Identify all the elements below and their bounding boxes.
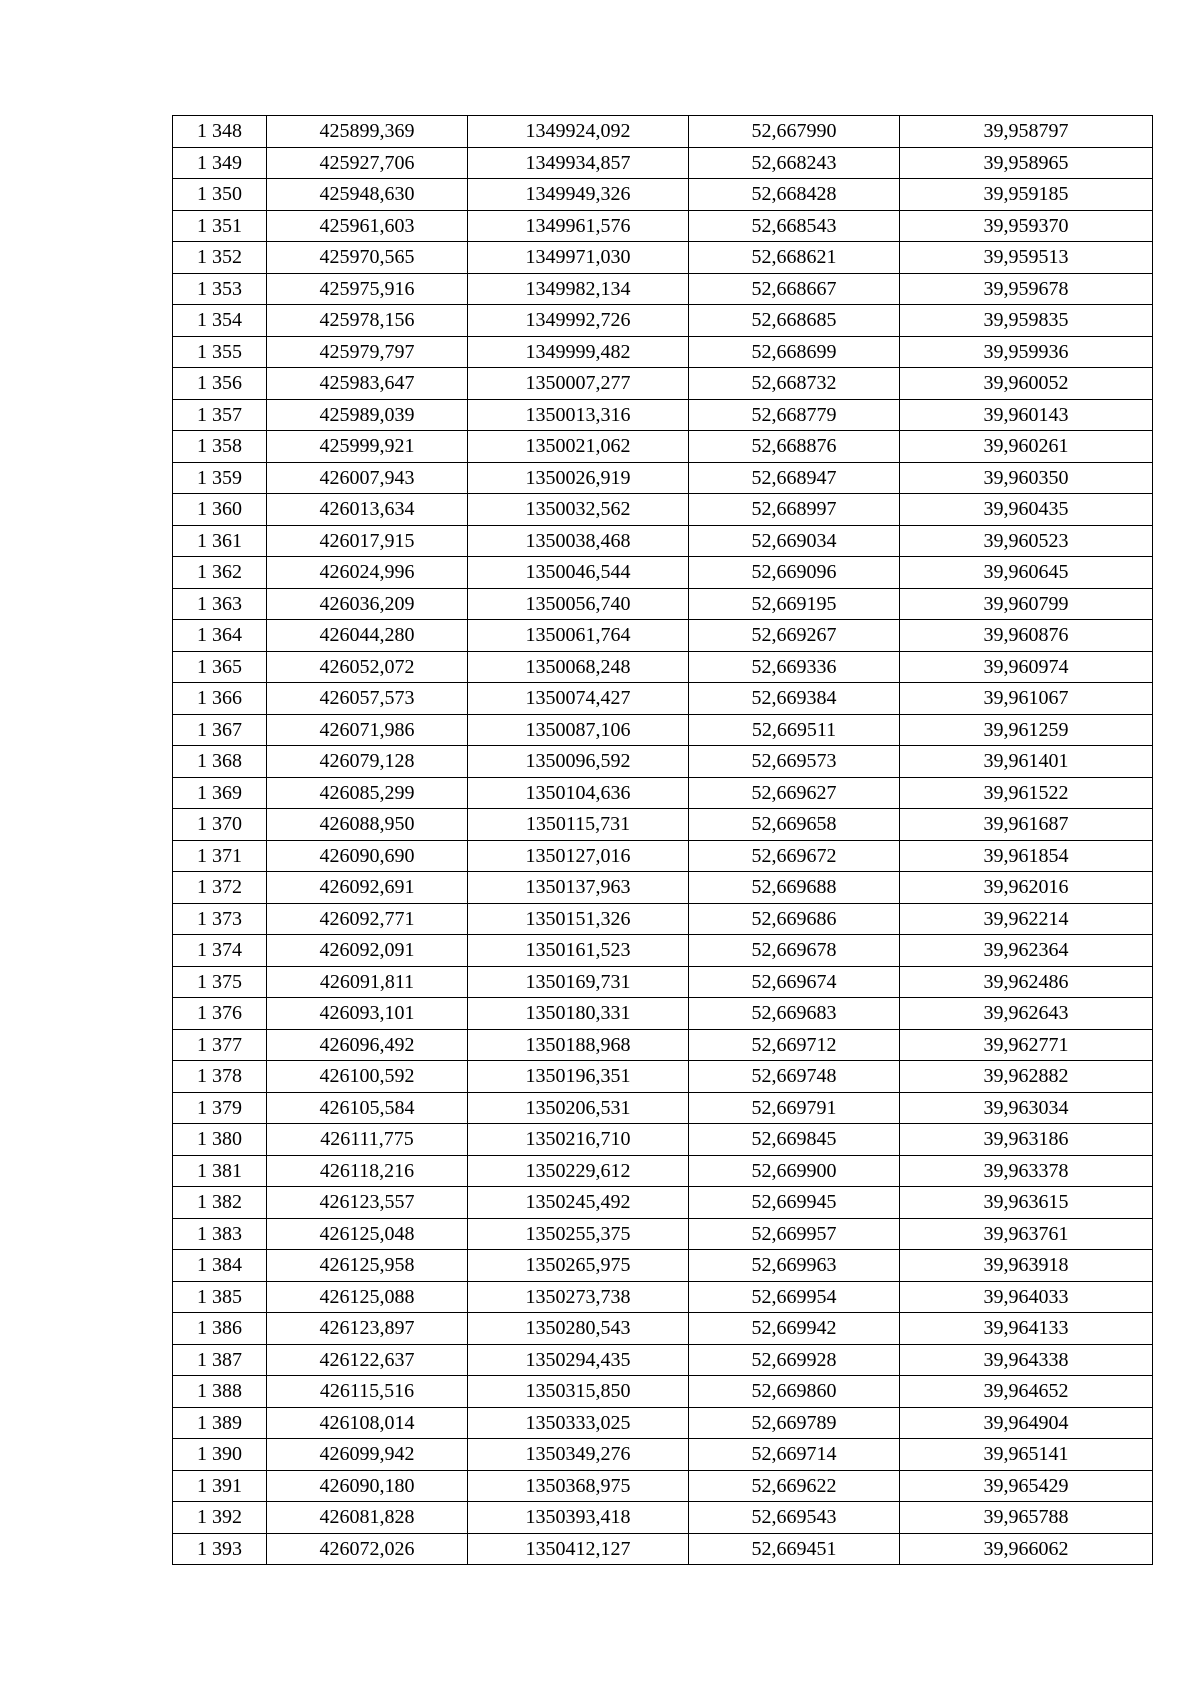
- latitude-cell: 52,669845: [689, 1124, 900, 1156]
- latitude-cell: 52,669928: [689, 1344, 900, 1376]
- table-row: [173, 525, 1153, 557]
- longitude-cell: 39,960435: [900, 494, 1153, 526]
- table-row: [173, 651, 1153, 683]
- x-coordinate-cell: 426044,280: [267, 620, 468, 652]
- point-number-cell: 1 386: [173, 1313, 267, 1345]
- point-number-cell: 1 364: [173, 620, 267, 652]
- y-coordinate-cell: 1350096,592: [468, 746, 689, 778]
- longitude-cell: 39,961522: [900, 777, 1153, 809]
- point-number-cell: 1 365: [173, 651, 267, 683]
- point-number-cell: 1 370: [173, 809, 267, 841]
- latitude-cell: 52,668685: [689, 305, 900, 337]
- x-coordinate-cell: 425948,630: [267, 179, 468, 211]
- y-coordinate-cell: 1350229,612: [468, 1155, 689, 1187]
- point-number-cell: 1 380: [173, 1124, 267, 1156]
- table-row: [173, 1439, 1153, 1471]
- table-row: [173, 273, 1153, 305]
- x-coordinate-cell: 426081,828: [267, 1502, 468, 1534]
- point-number-cell: 1 377: [173, 1029, 267, 1061]
- x-coordinate-cell: 426118,216: [267, 1155, 468, 1187]
- latitude-cell: 52,669573: [689, 746, 900, 778]
- latitude-cell: 52,668621: [689, 242, 900, 274]
- latitude-cell: 52,668947: [689, 462, 900, 494]
- point-number-cell: 1 362: [173, 557, 267, 589]
- latitude-cell: 52,669451: [689, 1533, 900, 1565]
- table-row: [173, 1376, 1153, 1408]
- longitude-cell: 39,960261: [900, 431, 1153, 463]
- x-coordinate-cell: 426092,091: [267, 935, 468, 967]
- longitude-cell: 39,964652: [900, 1376, 1153, 1408]
- table-row: [173, 399, 1153, 431]
- table-row: [173, 336, 1153, 368]
- point-number-cell: 1 349: [173, 147, 267, 179]
- x-coordinate-cell: 426079,128: [267, 746, 468, 778]
- y-coordinate-cell: 1349961,576: [468, 210, 689, 242]
- table-row: [173, 588, 1153, 620]
- x-coordinate-cell: 426125,958: [267, 1250, 468, 1282]
- table-row: [173, 210, 1153, 242]
- longitude-cell: 39,961259: [900, 714, 1153, 746]
- table-row: [173, 746, 1153, 778]
- point-number-cell: 1 375: [173, 966, 267, 998]
- y-coordinate-cell: 1350368,975: [468, 1470, 689, 1502]
- longitude-cell: 39,960523: [900, 525, 1153, 557]
- x-coordinate-cell: 425989,039: [267, 399, 468, 431]
- latitude-cell: 52,669686: [689, 903, 900, 935]
- table-row: [173, 809, 1153, 841]
- longitude-cell: 39,965141: [900, 1439, 1153, 1471]
- longitude-cell: 39,964904: [900, 1407, 1153, 1439]
- y-coordinate-cell: 1350333,025: [468, 1407, 689, 1439]
- x-coordinate-cell: 426100,592: [267, 1061, 468, 1093]
- point-number-cell: 1 363: [173, 588, 267, 620]
- x-coordinate-cell: 426088,950: [267, 809, 468, 841]
- y-coordinate-cell: 1350074,427: [468, 683, 689, 715]
- longitude-cell: 39,961401: [900, 746, 1153, 778]
- table-row: [173, 242, 1153, 274]
- table-row: [173, 116, 1153, 148]
- y-coordinate-cell: 1350196,351: [468, 1061, 689, 1093]
- x-coordinate-cell: 426007,943: [267, 462, 468, 494]
- point-number-cell: 1 358: [173, 431, 267, 463]
- x-coordinate-cell: 426125,048: [267, 1218, 468, 1250]
- point-number-cell: 1 384: [173, 1250, 267, 1282]
- table-row: [173, 1092, 1153, 1124]
- y-coordinate-cell: 1350255,375: [468, 1218, 689, 1250]
- longitude-cell: 39,961687: [900, 809, 1153, 841]
- point-number-cell: 1 391: [173, 1470, 267, 1502]
- table-row: [173, 431, 1153, 463]
- y-coordinate-cell: 1350068,248: [468, 651, 689, 683]
- point-number-cell: 1 371: [173, 840, 267, 872]
- y-coordinate-cell: 1350280,543: [468, 1313, 689, 1345]
- longitude-cell: 39,959370: [900, 210, 1153, 242]
- point-number-cell: 1 366: [173, 683, 267, 715]
- x-coordinate-cell: 425961,603: [267, 210, 468, 242]
- y-coordinate-cell: 1350032,562: [468, 494, 689, 526]
- point-number-cell: 1 355: [173, 336, 267, 368]
- table-row: [173, 1061, 1153, 1093]
- latitude-cell: 52,669900: [689, 1155, 900, 1187]
- y-coordinate-cell: 1350216,710: [468, 1124, 689, 1156]
- y-coordinate-cell: 1350026,919: [468, 462, 689, 494]
- point-number-cell: 1 382: [173, 1187, 267, 1219]
- point-number-cell: 1 387: [173, 1344, 267, 1376]
- longitude-cell: 39,964033: [900, 1281, 1153, 1313]
- point-number-cell: 1 353: [173, 273, 267, 305]
- x-coordinate-cell: 426111,775: [267, 1124, 468, 1156]
- y-coordinate-cell: 1350412,127: [468, 1533, 689, 1565]
- y-coordinate-cell: 1350161,523: [468, 935, 689, 967]
- table-row: [173, 683, 1153, 715]
- x-coordinate-cell: 426092,691: [267, 872, 468, 904]
- point-number-cell: 1 351: [173, 210, 267, 242]
- latitude-cell: 52,669384: [689, 683, 900, 715]
- latitude-cell: 52,668699: [689, 336, 900, 368]
- table-row: [173, 777, 1153, 809]
- latitude-cell: 52,669748: [689, 1061, 900, 1093]
- latitude-cell: 52,669683: [689, 998, 900, 1030]
- longitude-cell: 39,962771: [900, 1029, 1153, 1061]
- point-number-cell: 1 368: [173, 746, 267, 778]
- latitude-cell: 52,668876: [689, 431, 900, 463]
- y-coordinate-cell: 1349949,326: [468, 179, 689, 211]
- y-coordinate-cell: 1350007,277: [468, 368, 689, 400]
- table-row: [173, 872, 1153, 904]
- x-coordinate-cell: 426092,771: [267, 903, 468, 935]
- latitude-cell: 52,669860: [689, 1376, 900, 1408]
- table-row: [173, 368, 1153, 400]
- point-number-cell: 1 376: [173, 998, 267, 1030]
- x-coordinate-cell: 425979,797: [267, 336, 468, 368]
- latitude-cell: 52,669674: [689, 966, 900, 998]
- x-coordinate-cell: 426057,573: [267, 683, 468, 715]
- table-row: [173, 305, 1153, 337]
- point-number-cell: 1 361: [173, 525, 267, 557]
- latitude-cell: 52,669942: [689, 1313, 900, 1345]
- point-number-cell: 1 374: [173, 935, 267, 967]
- longitude-cell: 39,963761: [900, 1218, 1153, 1250]
- x-coordinate-cell: 425927,706: [267, 147, 468, 179]
- point-number-cell: 1 378: [173, 1061, 267, 1093]
- longitude-cell: 39,961854: [900, 840, 1153, 872]
- latitude-cell: 52,669791: [689, 1092, 900, 1124]
- longitude-cell: 39,963378: [900, 1155, 1153, 1187]
- latitude-cell: 52,668997: [689, 494, 900, 526]
- latitude-cell: 52,669954: [689, 1281, 900, 1313]
- table-row: [173, 1344, 1153, 1376]
- point-number-cell: 1 350: [173, 179, 267, 211]
- latitude-cell: 52,669957: [689, 1218, 900, 1250]
- latitude-cell: 52,669688: [689, 872, 900, 904]
- latitude-cell: 52,669034: [689, 525, 900, 557]
- point-number-cell: 1 352: [173, 242, 267, 274]
- table-row: [173, 935, 1153, 967]
- x-coordinate-cell: 426085,299: [267, 777, 468, 809]
- table-row: [173, 966, 1153, 998]
- x-coordinate-cell: 426017,915: [267, 525, 468, 557]
- point-number-cell: 1 357: [173, 399, 267, 431]
- y-coordinate-cell: 1350046,544: [468, 557, 689, 589]
- longitude-cell: 39,963186: [900, 1124, 1153, 1156]
- latitude-cell: 52,668779: [689, 399, 900, 431]
- table-row: [173, 179, 1153, 211]
- y-coordinate-cell: 1350206,531: [468, 1092, 689, 1124]
- y-coordinate-cell: 1350056,740: [468, 588, 689, 620]
- longitude-cell: 39,960645: [900, 557, 1153, 589]
- table-row: [173, 620, 1153, 652]
- table-row: [173, 1187, 1153, 1219]
- latitude-cell: 52,668243: [689, 147, 900, 179]
- latitude-cell: 52,669672: [689, 840, 900, 872]
- x-coordinate-cell: 425999,921: [267, 431, 468, 463]
- longitude-cell: 39,963034: [900, 1092, 1153, 1124]
- point-number-cell: 1 369: [173, 777, 267, 809]
- latitude-cell: 52,669336: [689, 651, 900, 683]
- x-coordinate-cell: 426090,180: [267, 1470, 468, 1502]
- point-number-cell: 1 348: [173, 116, 267, 148]
- latitude-cell: 52,669096: [689, 557, 900, 589]
- latitude-cell: 52,667990: [689, 116, 900, 148]
- latitude-cell: 52,669712: [689, 1029, 900, 1061]
- table-row: [173, 998, 1153, 1030]
- x-coordinate-cell: 426091,811: [267, 966, 468, 998]
- point-number-cell: 1 360: [173, 494, 267, 526]
- table-row: [173, 840, 1153, 872]
- y-coordinate-cell: 1349934,857: [468, 147, 689, 179]
- longitude-cell: 39,964338: [900, 1344, 1153, 1376]
- latitude-cell: 52,669714: [689, 1439, 900, 1471]
- table-row: [173, 147, 1153, 179]
- table-row: [173, 1155, 1153, 1187]
- table-row: [173, 1218, 1153, 1250]
- longitude-cell: 39,959936: [900, 336, 1153, 368]
- x-coordinate-cell: 425970,565: [267, 242, 468, 274]
- y-coordinate-cell: 1350013,316: [468, 399, 689, 431]
- table-row: [173, 494, 1153, 526]
- latitude-cell: 52,668732: [689, 368, 900, 400]
- longitude-cell: 39,965788: [900, 1502, 1153, 1534]
- x-coordinate-cell: 426105,584: [267, 1092, 468, 1124]
- table-row: [173, 1250, 1153, 1282]
- latitude-cell: 52,669267: [689, 620, 900, 652]
- longitude-cell: 39,960974: [900, 651, 1153, 683]
- latitude-cell: 52,669195: [689, 588, 900, 620]
- y-coordinate-cell: 1350169,731: [468, 966, 689, 998]
- latitude-cell: 52,669658: [689, 809, 900, 841]
- longitude-cell: 39,960350: [900, 462, 1153, 494]
- y-coordinate-cell: 1350087,106: [468, 714, 689, 746]
- x-coordinate-cell: 426071,986: [267, 714, 468, 746]
- point-number-cell: 1 393: [173, 1533, 267, 1565]
- x-coordinate-cell: 426115,516: [267, 1376, 468, 1408]
- y-coordinate-cell: 1349999,482: [468, 336, 689, 368]
- table-row: [173, 1407, 1153, 1439]
- longitude-cell: 39,960143: [900, 399, 1153, 431]
- y-coordinate-cell: 1350151,326: [468, 903, 689, 935]
- point-number-cell: 1 388: [173, 1376, 267, 1408]
- y-coordinate-cell: 1350315,850: [468, 1376, 689, 1408]
- latitude-cell: 52,668667: [689, 273, 900, 305]
- y-coordinate-cell: 1350137,963: [468, 872, 689, 904]
- point-number-cell: 1 381: [173, 1155, 267, 1187]
- y-coordinate-cell: 1350104,636: [468, 777, 689, 809]
- table-row: [173, 1029, 1153, 1061]
- x-coordinate-cell: 426090,690: [267, 840, 468, 872]
- x-coordinate-cell: 426072,026: [267, 1533, 468, 1565]
- longitude-cell: 39,965429: [900, 1470, 1153, 1502]
- point-number-cell: 1 383: [173, 1218, 267, 1250]
- latitude-cell: 52,669789: [689, 1407, 900, 1439]
- table-row: [173, 1502, 1153, 1534]
- point-number-cell: 1 354: [173, 305, 267, 337]
- point-number-cell: 1 359: [173, 462, 267, 494]
- table-row: [173, 714, 1153, 746]
- table-row: [173, 1470, 1153, 1502]
- x-coordinate-cell: 426125,088: [267, 1281, 468, 1313]
- y-coordinate-cell: 1350393,418: [468, 1502, 689, 1534]
- y-coordinate-cell: 1349992,726: [468, 305, 689, 337]
- y-coordinate-cell: 1350273,738: [468, 1281, 689, 1313]
- longitude-cell: 39,966062: [900, 1533, 1153, 1565]
- latitude-cell: 52,669627: [689, 777, 900, 809]
- y-coordinate-cell: 1350294,435: [468, 1344, 689, 1376]
- x-coordinate-cell: 426052,072: [267, 651, 468, 683]
- y-coordinate-cell: 1350265,975: [468, 1250, 689, 1282]
- longitude-cell: 39,962016: [900, 872, 1153, 904]
- latitude-cell: 52,669678: [689, 935, 900, 967]
- latitude-cell: 52,669511: [689, 714, 900, 746]
- point-number-cell: 1 367: [173, 714, 267, 746]
- point-number-cell: 1 385: [173, 1281, 267, 1313]
- point-number-cell: 1 356: [173, 368, 267, 400]
- point-number-cell: 1 389: [173, 1407, 267, 1439]
- table-row: [173, 462, 1153, 494]
- y-coordinate-cell: 1350061,764: [468, 620, 689, 652]
- longitude-cell: 39,960799: [900, 588, 1153, 620]
- table-row: [173, 903, 1153, 935]
- y-coordinate-cell: 1350127,016: [468, 840, 689, 872]
- longitude-cell: 39,958797: [900, 116, 1153, 148]
- y-coordinate-cell: 1350021,062: [468, 431, 689, 463]
- table-row: [173, 1313, 1153, 1345]
- longitude-cell: 39,959835: [900, 305, 1153, 337]
- x-coordinate-cell: 426036,209: [267, 588, 468, 620]
- longitude-cell: 39,962486: [900, 966, 1153, 998]
- point-number-cell: 1 390: [173, 1439, 267, 1471]
- y-coordinate-cell: 1349971,030: [468, 242, 689, 274]
- longitude-cell: 39,959678: [900, 273, 1153, 305]
- x-coordinate-cell: 426099,942: [267, 1439, 468, 1471]
- table-row: [173, 557, 1153, 589]
- x-coordinate-cell: 425983,647: [267, 368, 468, 400]
- longitude-cell: 39,959513: [900, 242, 1153, 274]
- longitude-cell: 39,958965: [900, 147, 1153, 179]
- y-coordinate-cell: 1350349,276: [468, 1439, 689, 1471]
- longitude-cell: 39,962882: [900, 1061, 1153, 1093]
- y-coordinate-cell: 1350188,968: [468, 1029, 689, 1061]
- longitude-cell: 39,964133: [900, 1313, 1153, 1345]
- latitude-cell: 52,668543: [689, 210, 900, 242]
- longitude-cell: 39,962214: [900, 903, 1153, 935]
- y-coordinate-cell: 1350038,468: [468, 525, 689, 557]
- latitude-cell: 52,668428: [689, 179, 900, 211]
- coordinates-table: [172, 115, 1153, 1565]
- x-coordinate-cell: 426024,996: [267, 557, 468, 589]
- point-number-cell: 1 373: [173, 903, 267, 935]
- table-row: [173, 1533, 1153, 1565]
- longitude-cell: 39,963918: [900, 1250, 1153, 1282]
- longitude-cell: 39,960052: [900, 368, 1153, 400]
- x-coordinate-cell: 426123,557: [267, 1187, 468, 1219]
- x-coordinate-cell: 426093,101: [267, 998, 468, 1030]
- longitude-cell: 39,962364: [900, 935, 1153, 967]
- point-number-cell: 1 372: [173, 872, 267, 904]
- x-coordinate-cell: 425899,369: [267, 116, 468, 148]
- longitude-cell: 39,963615: [900, 1187, 1153, 1219]
- table-row: [173, 1124, 1153, 1156]
- coordinates-table-body: [173, 116, 1153, 1565]
- longitude-cell: 39,962643: [900, 998, 1153, 1030]
- latitude-cell: 52,669622: [689, 1470, 900, 1502]
- point-number-cell: 1 379: [173, 1092, 267, 1124]
- x-coordinate-cell: 426123,897: [267, 1313, 468, 1345]
- point-number-cell: 1 392: [173, 1502, 267, 1534]
- x-coordinate-cell: 425975,916: [267, 273, 468, 305]
- x-coordinate-cell: 426013,634: [267, 494, 468, 526]
- x-coordinate-cell: 425978,156: [267, 305, 468, 337]
- latitude-cell: 52,669543: [689, 1502, 900, 1534]
- longitude-cell: 39,961067: [900, 683, 1153, 715]
- longitude-cell: 39,960876: [900, 620, 1153, 652]
- latitude-cell: 52,669945: [689, 1187, 900, 1219]
- x-coordinate-cell: 426096,492: [267, 1029, 468, 1061]
- x-coordinate-cell: 426122,637: [267, 1344, 468, 1376]
- y-coordinate-cell: 1350180,331: [468, 998, 689, 1030]
- latitude-cell: 52,669963: [689, 1250, 900, 1282]
- longitude-cell: 39,959185: [900, 179, 1153, 211]
- x-coordinate-cell: 426108,014: [267, 1407, 468, 1439]
- y-coordinate-cell: 1349924,092: [468, 116, 689, 148]
- y-coordinate-cell: 1350245,492: [468, 1187, 689, 1219]
- table-row: [173, 1281, 1153, 1313]
- y-coordinate-cell: 1350115,731: [468, 809, 689, 841]
- y-coordinate-cell: 1349982,134: [468, 273, 689, 305]
